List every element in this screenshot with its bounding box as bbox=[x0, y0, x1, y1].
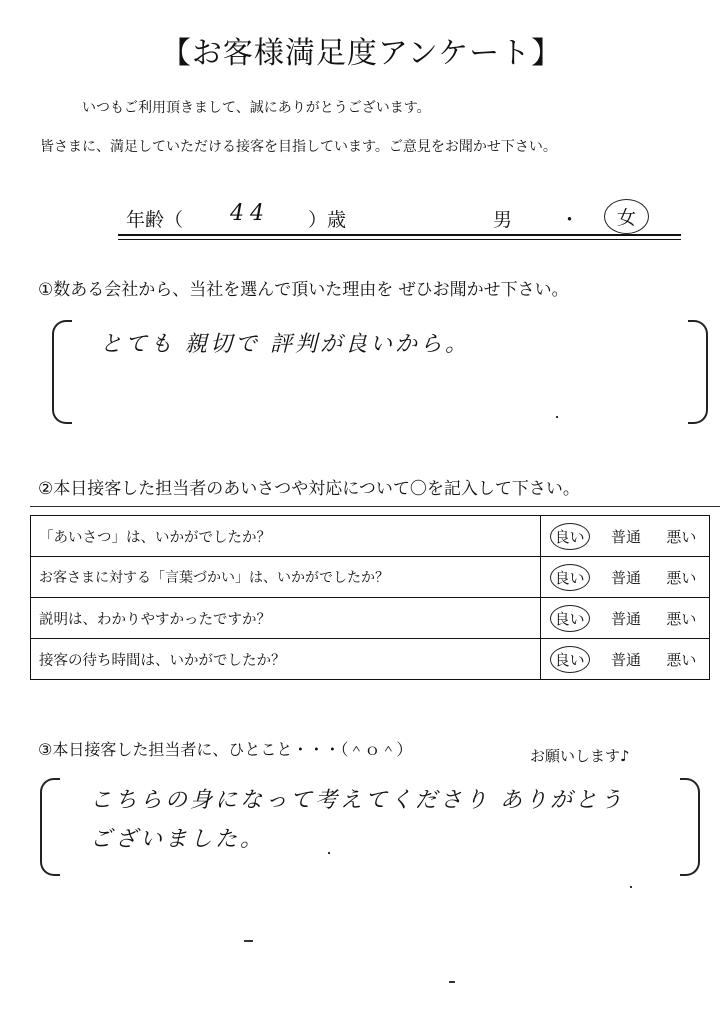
survey-title: 【お客様満足度アンケート】 bbox=[160, 36, 563, 71]
speck bbox=[449, 981, 455, 983]
speck bbox=[328, 852, 330, 854]
rating-item: 接客の待ち時間は、いかがでしたか？ bbox=[31, 639, 541, 680]
rating-option-good[interactable]: 良い bbox=[550, 523, 590, 550]
rating-option-normal[interactable]: 普通 bbox=[610, 650, 641, 669]
rating-option-bad[interactable]: 悪い bbox=[666, 650, 697, 669]
rating-item: お客さまに対する「言葉づかい」は、いかがでしたか？ bbox=[31, 557, 541, 598]
rating-options bbox=[541, 516, 710, 557]
age-value[interactable]: 44 bbox=[230, 201, 270, 226]
speck bbox=[556, 416, 558, 418]
intro-line-2: 皆さまに、満足していただける接客を目指しています。ご意見をお聞かせ下さい。 bbox=[40, 139, 557, 155]
question-2-label: ②本日接客した担当者のあいさつや対応について〇を記入して下さい。 bbox=[38, 479, 580, 499]
question-2-rule bbox=[30, 506, 720, 507]
answer-1-text[interactable]: とても 親切で 評判が良いから。 bbox=[100, 332, 470, 357]
rating-option-bad[interactable]: 悪い bbox=[666, 568, 697, 587]
rating-options bbox=[541, 639, 710, 680]
rating-option-bad[interactable]: 悪い bbox=[666, 527, 697, 546]
table-row bbox=[31, 516, 710, 557]
rating-option-good[interactable]: 良い bbox=[550, 564, 590, 591]
table-row bbox=[31, 598, 710, 639]
respondent-underline bbox=[118, 234, 681, 236]
rating-item: 「あいさつ」は、いかがでしたか？ bbox=[31, 516, 541, 557]
answer-3-line-2[interactable]: ございました。 bbox=[90, 827, 266, 852]
rating-item: 説明は、わかりやすかったですか？ bbox=[31, 598, 541, 639]
speck bbox=[244, 940, 253, 942]
rating-table bbox=[30, 515, 710, 680]
rating-option-normal[interactable]: 普通 bbox=[610, 568, 641, 587]
rating-option-bad[interactable]: 悪い bbox=[666, 609, 697, 628]
question-3-label: ③本日接客した担当者に、ひとこと・・・（＾ｏ＾） bbox=[38, 740, 413, 759]
gender-female-circled[interactable]: 女 bbox=[604, 199, 649, 234]
answer-3-bracket-right bbox=[680, 778, 700, 876]
rating-option-normal[interactable]: 普通 bbox=[610, 527, 641, 546]
answer-3-line-1[interactable]: こちらの身になって考えてくださり ありがとう bbox=[90, 788, 625, 813]
rating-option-normal[interactable]: 普通 bbox=[610, 609, 641, 628]
request-note: お願いします♪ bbox=[530, 747, 630, 765]
table-row bbox=[31, 557, 710, 598]
rating-options bbox=[541, 557, 710, 598]
table-row bbox=[31, 639, 710, 680]
rating-option-good[interactable]: 良い bbox=[550, 605, 590, 632]
age-suffix: ）歳 bbox=[308, 209, 347, 231]
rating-options bbox=[541, 598, 710, 639]
intro-line-1: いつもご利用頂きまして、誠にありがとうございます。 bbox=[82, 100, 431, 116]
question-1-label: ①数ある会社から、当社を選んで頂いた理由を ぜひお聞かせ下さい。 bbox=[38, 280, 569, 300]
respondent-underline-thin bbox=[118, 239, 681, 240]
gender-separator: ・ bbox=[560, 209, 580, 231]
gender-male[interactable]: 男 bbox=[493, 209, 513, 231]
age-label: 年齢（ bbox=[126, 209, 184, 231]
rating-option-good[interactable]: 良い bbox=[550, 646, 590, 673]
answer-1-bracket-left bbox=[52, 320, 72, 424]
respondent-row bbox=[118, 201, 678, 235]
speck bbox=[630, 886, 632, 888]
answer-1-bracket-right bbox=[688, 320, 708, 424]
answer-3-bracket-left bbox=[40, 778, 60, 876]
